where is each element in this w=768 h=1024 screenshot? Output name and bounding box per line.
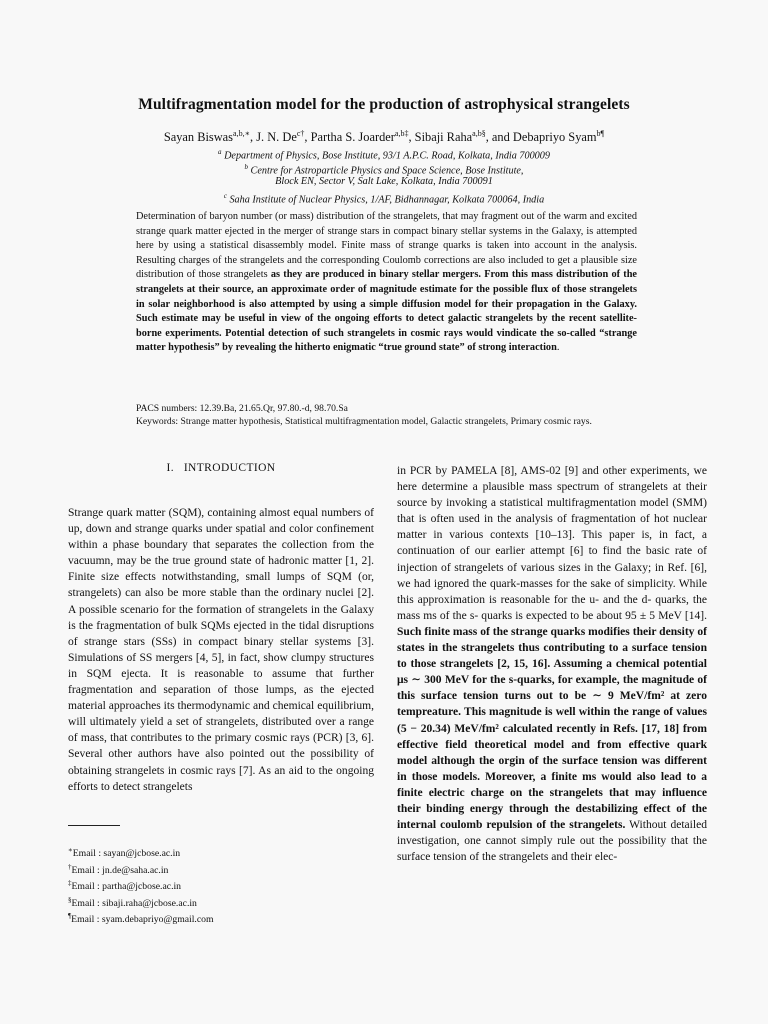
author: Partha S. Joarder$^{a,b\ddagger}$ (310, 129, 409, 145)
affiliation: $^a$ Department of Physics, Bose Institute, 93/1 A.P.C. Road, Kolkata, India 700009 (218, 148, 550, 162)
affiliation: $^c$ Saha Institute of Nuclear Physics, 1/AF, Bidhannagar, Kolkata 700064, India (223, 192, 545, 206)
author: Sayan Biswas$^{a,b,∗}$ (163, 129, 251, 145)
footnote: ¶Email : syam.debapriyo@gmail.com (68, 912, 214, 926)
author: J. N. $De^{c\dagger}$ (256, 129, 305, 145)
footnotes (68, 844, 374, 927)
keywords: Keywords: Strange matter hypothesis, Statistical multifragmentation model, Galactic strangelets, Primary cosmic rays. (136, 416, 592, 427)
affiliation: Block EN, Sector V, Salt Lake, Kolkata, India 700091 (275, 176, 493, 187)
footnote: ∗Email : sayan@jcbose.ac.in (68, 846, 181, 860)
footnote: †Email : jn.de@saha.ac.in (68, 862, 169, 876)
section-heading: I. INTRODUCTION (166, 462, 276, 474)
affiliation: $^b$ Centre for Astroparticle Physics and Space Science, Bose Institute, (244, 163, 524, 177)
footnote-rule (68, 825, 120, 826)
author-list: Sayan Biswas$^{a,b,∗}$, J. N. $De^{c\dagger}$, Partha S. Joarder$^{a,b\ddagger}$, Sibaji Raha$^{a,b\S}$, and Debapriyo Syam$^{b\P}$ (163, 129, 605, 145)
pacs-numbers: PACS numbers: 12.39.Ba, 21.65.Qr, 97.80.-d, 98.70.Sa (136, 403, 348, 414)
pacs-keywords (136, 402, 637, 428)
footnote: ‡Email : partha@jcbose.ac.in (68, 879, 182, 893)
left-column-text: Strange quark matter (SQM), containing almost equal numbers of up, down and strange quarks under spatial and color confinement within a phase boundary that separates the collection from the vacuumn, may be the true ground state of hadronic matter [1, 2]. Finite size effects notwithstanding, small lumps of SQM (or, strangelets) can also be more stable than the ordinary nuclei [2]. A possible scenario for the formation of strangelets in the Galaxy is the fragmentation of bulk SQMs ejected in the tidal disruptions of strange stars (SSs) in compact binary stellar systems [3]. Simulations of SS mergers [4, 5], in fact, show clumpy structures in SQM ejecta. It is reasonable to assume that further fragmentation and separation of those lumps, as the ejected material approaches its thermodynamic and chemical equilibrium, will ultimately yield a set of strangelets, distributed over a range of mass, that contributes to the primary cosmic rays (PCR) [3, 6]. Several other authors have also pointed out the possibility of obtaining strangelets in cosmic rays [7]. As an aid to the ongoing efforts to detect strangelets (68, 507, 374, 793)
right-column-text: in PCR by PAMELA [8], AMS-02 [9] and other experiments, we here determine a plausible mass spectrum of strangelets at their source by invoking a statistical multifragmentation model (SMM) that is often used in the analysis of fragmentation of hot nuclear matter in various contexts [10–13]. This paper is, in fact, a continuation of our earlier attempt [6] to find the basic rate of injection of strangelets of various sizes in the Galaxy; in Ref. [6], we had ignored the quark-masses for the sake of simplicity. While this approximation is reasonable for the u- and the d- quarks, the mass ms of the s- quarks is expected to be about 95 ± 5 MeV [14]. Such finite mass of the strange quarks modifies their density of states in the strangelets thus contributing to a surface tension to those strangelets [2, 15, 16]. Assuming a chemical potential μs ∼ 300 MeV for the s-quarks, for example, the magnitude of this surface tension turns out to be ∼ 9 MeV/fm² at zero tempreature. This magnitude is well within the range of values (5 − 20.34) MeV/fm² calculated recently in Refs. [17, 18] from effective field theoretical model and from effective quark model although the orgin of the surface tension was different in those models. Moreover, a finite ms would also lead to a finite electric charge on the strangelets that may influence their binding energy through the destabilizing effect of the internal coulomb repulsion of the strangelets. Without detailed investigation, one cannot simply rule out the possibility that the surface tension of the strangelets and their elec- (397, 465, 707, 864)
paper-title: Multifragmentation model for the production of astrophysical strangelets (138, 96, 630, 113)
footnote: §Email : sibaji.raha@jcbose.ac.in (68, 895, 197, 909)
author: Debapriyo Syam$^{b\P}$ (512, 129, 605, 145)
abstract: Determination of baryon number (or mass) distribution of the strangelets, that may fragment out of the warm and excited strange quark matter ejected in the merger of strange stars in compact binary stellar systems in the Galaxy, is attempted here by using a statistical disassembly model. Finite mass of strange quarks is taken into account in the analysis. Resulting charges of the strangelets and the corresponding Coulomb corrections are also included to get a plausible size distribution of those strangelets as they are produced in binary stellar mergers. From this mass distribution of the strangelets at their source, an approximate order of magnitude estimate for the possible flux of those strangelets in solar neighborhood is also attempted by using a simple diffusion model for their propagation in the Galaxy. Such estimate may be useful in view of the ongoing efforts to detect galactic strangelets by the recent satellite-borne experiments. Potential detection of such strangelets in cosmic rays would vindicate the so-called “strange matter hypothesis” by revealing the hitherto enigmatic “true ground state” of strong interaction. (136, 211, 637, 354)
author: Sibaji Raha$^{a,b\S}$ (414, 129, 486, 145)
